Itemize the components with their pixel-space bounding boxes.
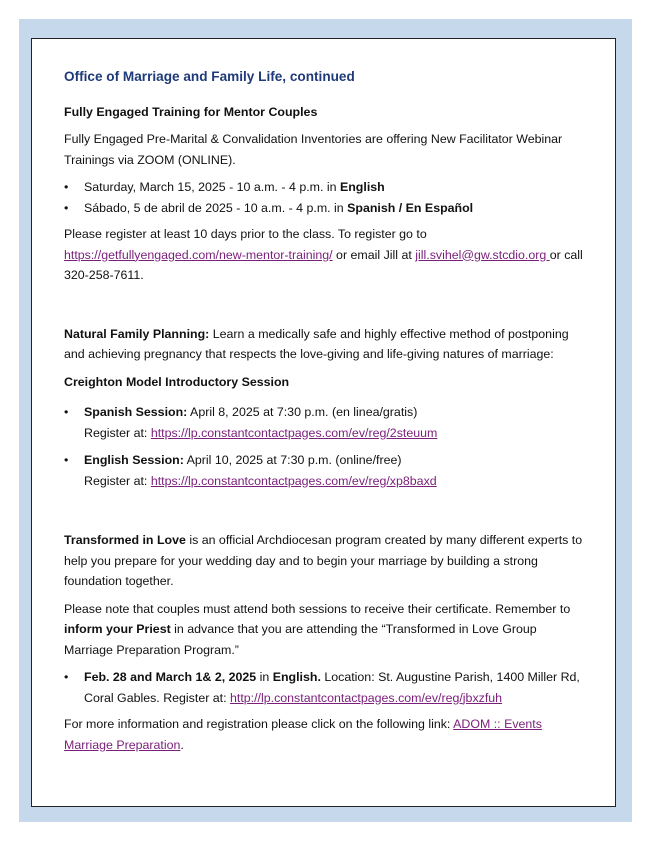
document-page (31, 38, 616, 807)
spanish-session-link[interactable]: https://lp.constantcontactpages.com/ev/reg/2steuum (150, 425, 438, 440)
fully-engaged-intro: Fully Engaged Pre-Marital & Convalidation Inventories are offering New Facilitator Webinar Trainings via ZOOM (ONLINE). (64, 132, 563, 167)
register-paragraph: Please register at least 10 days prior to the class. To register go to https://getfullyengaged.com/new-mentor-training/ or email Jill at jill.svihel@gw.stcdio.org or call 320-258-7611. (64, 227, 583, 282)
training-dates-list (64, 177, 584, 218)
section-title-fully-engaged: Fully Engaged Training for Mentor Couples (64, 104, 318, 119)
english-session-link[interactable]: https://lp.constantcontactpages.com/ev/reg/xp8baxd (150, 473, 437, 488)
list-item: • English Session: April 10, 2025 at 7:30 p.m. (online/free) Register at: https://lp.constantcontactpages.com/ev/reg/xp8baxd (64, 450, 584, 491)
creighton-title: Creighton Model Introductory Session (64, 374, 290, 389)
transformed-in-love-paragraph: Transformed in Love is an official Archdiocesan program created by many different experts to help you prepare for your wedding day and to begin your marriage by building a strong foundation together. (64, 533, 583, 588)
list-item: • Saturday, March 15, 2025 - 10 a.m. - 4 p.m. in English (64, 177, 584, 198)
event-list (64, 667, 584, 708)
event-register-link[interactable]: http://lp.constantcontactpages.com/ev/reg/jbxzfuh (230, 690, 503, 705)
list-item: • Spanish Session: April 8, 2025 at 7:30 p.m. (en linea/gratis) Register at: https://lp.constantcontactpages.com/ev/reg/2steuum (64, 402, 584, 443)
list-item: • Feb. 28 and March 1& 2, 2025 in English. Location: St. Augustine Parish, 1400 Miller Rd, Coral Gables. Register at: http://lp.constantcontactpages.com/ev/reg/jbxzfuh (64, 667, 584, 708)
sessions-list (64, 402, 584, 491)
nfp-paragraph: Natural Family Planning: Learn a medically safe and highly effective method of postponing and achieving pregnancy that respects the love-giving and life-giving natures of marriage: (64, 326, 569, 361)
adom-events-link[interactable]: ADOM :: Events Marriage Preparation (64, 717, 542, 752)
email-link[interactable]: jill.svihel@gw.stcdio.org (415, 247, 550, 262)
page-title: Office of Marriage and Family Life, continued (64, 69, 355, 84)
list-item: • Sábado, 5 de abril de 2025 - 10 a.m. - 4 p.m. in Spanish / En Español (64, 198, 584, 219)
note-paragraph: Please note that couples must attend both sessions to receive their certificate. Remember to inform your Priest in advance that you are attending the “Transformed in Love Group Marriage Preparation Program.” (64, 601, 571, 657)
more-info-paragraph: For more information and registration please click on the following link: ADOM :: Events Marriage Preparation. (64, 717, 542, 752)
fully-engaged-link[interactable]: https://getfullyengaged.com/new-mentor-training/ (64, 247, 333, 262)
document-content (64, 67, 584, 762)
